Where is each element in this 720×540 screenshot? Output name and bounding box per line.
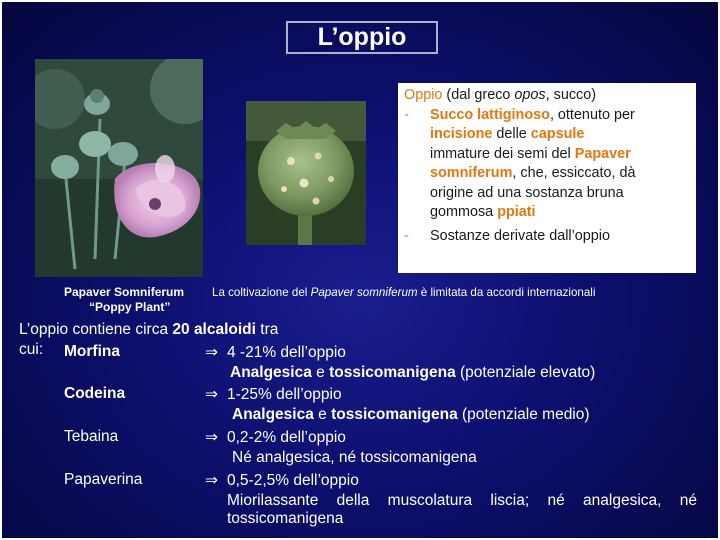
alkaloid-pct-papaverina: ⇒ 0,5-2,5% dell’oppio [205,472,359,489]
cultivation-note: La coltivazione del Papaver somniferum è limitata da accordi internazionali [212,286,596,299]
poppy-capsule-latex-photo [246,101,366,245]
implies-arrow-icon: ⇒ [205,429,218,446]
alkaloids-intro: L’oppio contiene circa 20 alcaloidi tra [19,321,279,338]
slide [2,2,718,538]
photo-caption: Papaver Somniferum “Poppy Plant” [64,285,185,314]
alkaloid-desc-codeina: Analgesica e tossicomanigena (potenziale medio) [232,406,590,423]
alkaloid-desc-papaverina-2: tossicomanigena [227,510,344,527]
alkaloid-name-morfina: Morfina [64,343,120,360]
slide-title: L’oppio [286,21,438,54]
alkaloid-desc-morfina: Analgesica e tossicomanigena (potenziale elevato) [230,364,596,381]
alkaloid-name-tebaina: Tebaina [64,428,119,445]
opium-poppy-flower-photo [35,59,203,277]
alkaloids-intro-cui: cui: [19,341,44,358]
alkaloid-name-codeina: Codeina [64,385,126,402]
alkaloid-pct-codeina: ⇒ 1-25% dell’oppio [205,386,342,403]
bullet-derivatives: - Sostanze derivate dall’oppio [404,227,611,244]
alkaloid-desc-papaverina: Miorilassante della muscolatura liscia; né analgesica, né [227,492,697,509]
alkaloid-desc-tebaina: Né analgesica, né tossicomanigena [232,449,477,466]
alkaloid-name-papaverina: Papaverina [64,471,143,488]
bullet-latex: - Succo lattiginoso, ottenuto per incisione delle capsule immature dei semi del Papaver somniferum, che, essiccato, dà origine ad una sostanza bruna gommosa ppiati [404,106,636,220]
alkaloid-pct-morfina: ⇒ 4 -21% dell’oppio [205,344,346,361]
opium-definition-box [398,83,696,273]
alkaloid-pct-tebaina: ⇒ 0,2-2% dell’oppio [205,429,346,446]
implies-arrow-icon: ⇒ [205,344,218,361]
implies-arrow-icon: ⇒ [205,472,218,489]
definition-line: Oppio (dal greco opos, succo) [404,87,597,103]
implies-arrow-icon: ⇒ [205,386,218,403]
